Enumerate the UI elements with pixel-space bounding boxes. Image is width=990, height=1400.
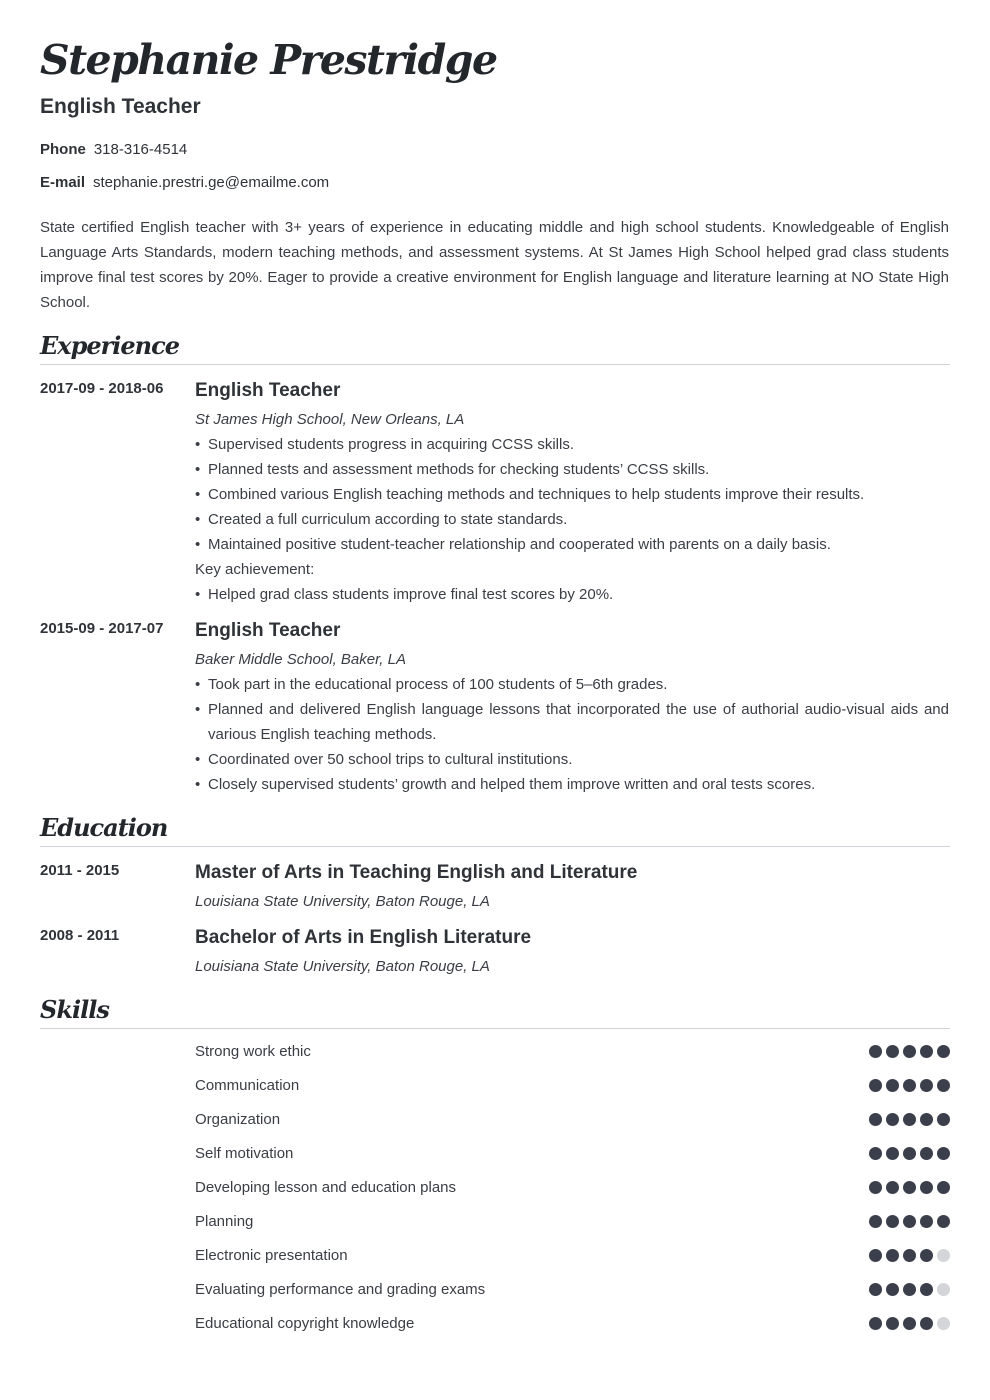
phone-label: Phone — [40, 141, 86, 158]
skill-row — [195, 1310, 950, 1344]
responsibility-item: • Closely supervised students’ growth and helped them improve written and oral tests scores. — [195, 772, 949, 797]
rating-dot-filled — [920, 1317, 933, 1330]
education-dates: 2011 - 2015 — [40, 862, 120, 879]
responsibility-item: • Planned and delivered English language lessons that incorporated the use of authorial audio-visual aids and various English teaching methods. — [195, 697, 949, 747]
rating-dot-filled — [869, 1045, 882, 1058]
degree-title: Bachelor of Arts in English Literature — [195, 927, 532, 948]
responsibility-item: • Supervised students progress in acquiring CCSS skills. — [195, 432, 949, 457]
experience-employer: St James High School, New Orleans, LA — [195, 411, 465, 428]
degree-title: Master of Arts in Teaching English and Literature — [195, 862, 638, 883]
skill-rating — [869, 1317, 950, 1330]
email-label: E-mail — [40, 174, 86, 191]
skill-rating — [869, 1045, 950, 1058]
rating-dot-filled — [886, 1317, 899, 1330]
responsibility-list — [195, 672, 949, 797]
rating-dot-filled — [869, 1249, 882, 1262]
rating-dot-filled — [869, 1317, 882, 1330]
rating-dot-filled — [920, 1113, 933, 1126]
rating-dot-filled — [886, 1249, 899, 1262]
rating-dot-filled — [920, 1249, 933, 1262]
education-heading — [40, 814, 950, 847]
education-dates: 2008 - 2011 — [40, 927, 120, 944]
skills-heading — [40, 996, 950, 1029]
school-name: Louisiana State University, Baton Rouge, LA — [195, 958, 490, 975]
responsibility-item: • Took part in the educational process of 100 students of 5–6th grades. — [195, 672, 949, 697]
skill-rating — [869, 1113, 950, 1126]
achievement-item: • Helped grad class students improve final test scores by 20%. — [195, 582, 949, 607]
key-achievement-label: Key achievement: — [195, 561, 315, 578]
school-name: Louisiana State University, Baton Rouge, LA — [195, 893, 490, 910]
education-entry — [40, 860, 950, 914]
rating-dot-filled — [903, 1113, 916, 1126]
rating-dot-filled — [903, 1045, 916, 1058]
rating-dot-filled — [886, 1079, 899, 1092]
responsibility-item: • Combined various English teaching methods and techniques to help students improve their results. — [195, 482, 949, 507]
skill-rating — [869, 1215, 950, 1228]
achievement-list — [195, 582, 949, 607]
phone-value: 318-316-4514 — [93, 141, 188, 158]
rating-dot-empty — [937, 1283, 950, 1296]
skill-row — [195, 1140, 950, 1174]
rating-dot-filled — [886, 1283, 899, 1296]
rating-dot-filled — [920, 1045, 933, 1058]
responsibility-item: • Coordinated over 50 school trips to cultural institutions. — [195, 747, 949, 772]
rating-dot-filled — [869, 1181, 882, 1194]
rating-dot-filled — [903, 1249, 916, 1262]
skill-row — [195, 1208, 950, 1242]
skills-list — [195, 1038, 950, 1344]
skill-rating — [869, 1079, 950, 1092]
skill-row — [195, 1072, 950, 1106]
experience-entry — [40, 378, 950, 607]
skill-row — [195, 1174, 950, 1208]
responsibility-item: • Maintained positive student-teacher relationship and cooperated with parents on a daily basis. — [195, 532, 949, 557]
skill-name: Planning — [195, 1213, 254, 1230]
rating-dot-filled — [869, 1113, 882, 1126]
rating-dot-filled — [869, 1079, 882, 1092]
skill-name: Self motivation — [195, 1145, 294, 1162]
rating-dot-filled — [903, 1317, 916, 1330]
rating-dot-filled — [920, 1215, 933, 1228]
profile-summary: State certified English teacher with 3+ years of experience in educating middle and high school students. Knowledgeable of English Language Arts Standards, modern teaching methods, and assessment systems. At St James High School helped grad class students improve final test scores by 20%. Eager to provide a creative environment for English language and literature learning at NO State High School. — [40, 219, 949, 311]
experience-dates: 2017-09 - 2018-06 — [40, 380, 164, 397]
education-entry — [40, 925, 950, 979]
skill-row — [195, 1106, 950, 1140]
skill-row — [195, 1038, 950, 1072]
rating-dot-filled — [903, 1181, 916, 1194]
email-value: stephanie.prestri.ge@emailme.com — [93, 174, 330, 191]
skill-name: Strong work ethic — [195, 1043, 311, 1060]
rating-dot-filled — [937, 1113, 950, 1126]
skill-name: Educational copyright knowledge — [195, 1315, 415, 1332]
experience-heading — [40, 332, 950, 365]
education-heading-text: Education — [40, 813, 168, 842]
contact-phone — [40, 141, 187, 158]
skill-rating — [869, 1283, 950, 1296]
skill-name: Evaluating performance and grading exams — [195, 1281, 486, 1298]
rating-dot-filled — [937, 1045, 950, 1058]
contact-email — [40, 174, 329, 191]
rating-dot-empty — [937, 1249, 950, 1262]
responsibility-item: • Created a full curriculum according to state standards. — [195, 507, 949, 532]
skill-rating — [869, 1249, 950, 1262]
skill-row — [195, 1276, 950, 1310]
candidate-name: Stephanie Prestridge — [40, 36, 497, 84]
experience-dates: 2015-09 - 2017-07 — [40, 620, 164, 637]
rating-dot-filled — [903, 1215, 916, 1228]
rating-dot-filled — [937, 1181, 950, 1194]
skill-name: Communication — [195, 1077, 300, 1094]
rating-dot-filled — [903, 1147, 916, 1160]
rating-dot-filled — [869, 1283, 882, 1296]
rating-dot-filled — [920, 1147, 933, 1160]
experience-role: English Teacher — [195, 620, 341, 641]
responsibility-list — [195, 432, 949, 557]
rating-dot-filled — [886, 1215, 899, 1228]
skill-name: Electronic presentation — [195, 1247, 348, 1264]
rating-dot-empty — [937, 1317, 950, 1330]
experience-employer: Baker Middle School, Baker, LA — [195, 651, 406, 668]
job-title: English Teacher — [40, 95, 201, 118]
rating-dot-filled — [869, 1147, 882, 1160]
rating-dot-filled — [937, 1215, 950, 1228]
responsibility-item: • Planned tests and assessment methods for checking students’ CCSS skills. — [195, 457, 949, 482]
skills-heading-text: Skills — [40, 995, 109, 1024]
rating-dot-filled — [920, 1079, 933, 1092]
rating-dot-filled — [886, 1113, 899, 1126]
rating-dot-filled — [903, 1283, 916, 1296]
experience-heading-text: Experience — [40, 331, 180, 360]
skill-row — [195, 1242, 950, 1276]
skill-name: Developing lesson and education plans — [195, 1179, 457, 1196]
rating-dot-filled — [920, 1283, 933, 1296]
rating-dot-filled — [937, 1079, 950, 1092]
rating-dot-filled — [903, 1079, 916, 1092]
skill-rating — [869, 1181, 950, 1194]
rating-dot-filled — [937, 1147, 950, 1160]
experience-entry — [40, 618, 950, 797]
experience-role: English Teacher — [195, 380, 341, 401]
skill-rating — [869, 1147, 950, 1160]
rating-dot-filled — [920, 1181, 933, 1194]
rating-dot-filled — [869, 1215, 882, 1228]
rating-dot-filled — [886, 1181, 899, 1194]
rating-dot-filled — [886, 1147, 899, 1160]
rating-dot-filled — [886, 1045, 899, 1058]
skill-name: Organization — [195, 1111, 281, 1128]
